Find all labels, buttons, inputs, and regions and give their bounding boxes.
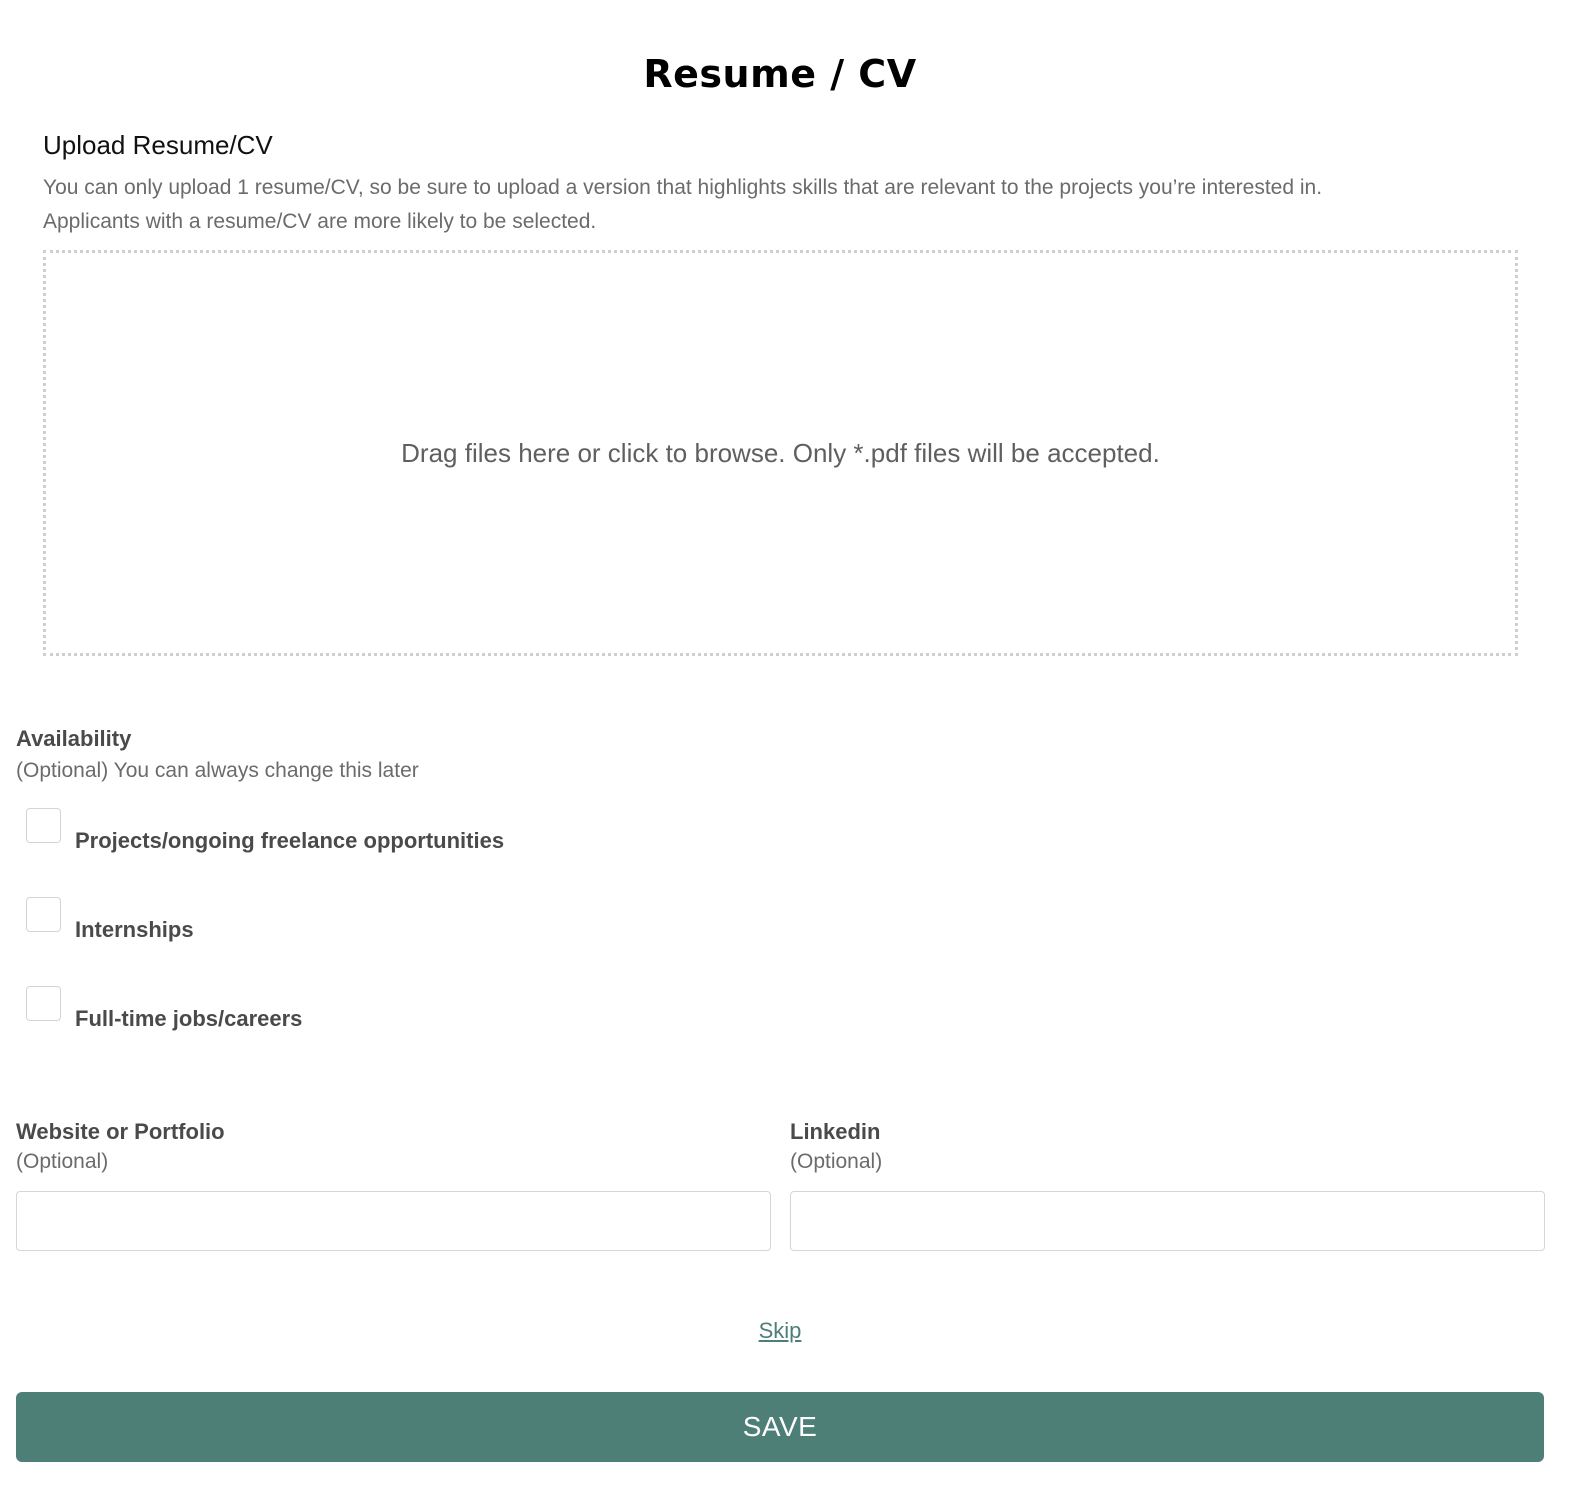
availability-sublabel: (Optional) You can always change this later [16,759,419,782]
upload-description-line-1: You can only upload 1 resume/CV, so be sure to upload a version that highlights skills that are relevant to the projects you’re interested in. [43,176,1323,199]
linkedin-input[interactable] [790,1191,1545,1251]
skip-link[interactable]: Skip [758,1318,802,1343]
dropzone-text: Drag files here or click to browse. Only *.pdf files will be accepted. [401,437,1160,468]
checkbox-freelance-box[interactable] [26,808,61,843]
upload-heading: Upload Resume/CV [43,130,273,160]
checkbox-internships-label[interactable]: Internships [75,917,194,942]
availability-label: Availability [16,726,132,751]
save-button[interactable]: SAVE [16,1392,1544,1462]
checkbox-freelance[interactable] [26,808,626,858]
file-dropzone[interactable] [43,250,1518,656]
upload-description-line-2: Applicants with a resume/CV are more likely to be selected. [43,210,597,233]
website-input[interactable] [16,1191,771,1251]
website-sublabel: (Optional) [16,1150,109,1173]
checkbox-fulltime-box[interactable] [26,986,61,1021]
skip-container [0,1318,1560,1344]
checkbox-internships[interactable] [26,897,626,947]
checkbox-fulltime-label[interactable]: Full-time jobs/careers [75,1006,303,1031]
page-title: Resume / CV [643,52,917,96]
checkbox-fulltime[interactable] [26,986,626,1036]
linkedin-sublabel: (Optional) [790,1150,883,1173]
linkedin-label: Linkedin [790,1119,881,1144]
website-label: Website or Portfolio [16,1119,225,1144]
upload-description [43,171,1523,239]
checkbox-freelance-label[interactable]: Projects/ongoing freelance opportunities [75,828,505,853]
checkbox-internships-box[interactable] [26,897,61,932]
